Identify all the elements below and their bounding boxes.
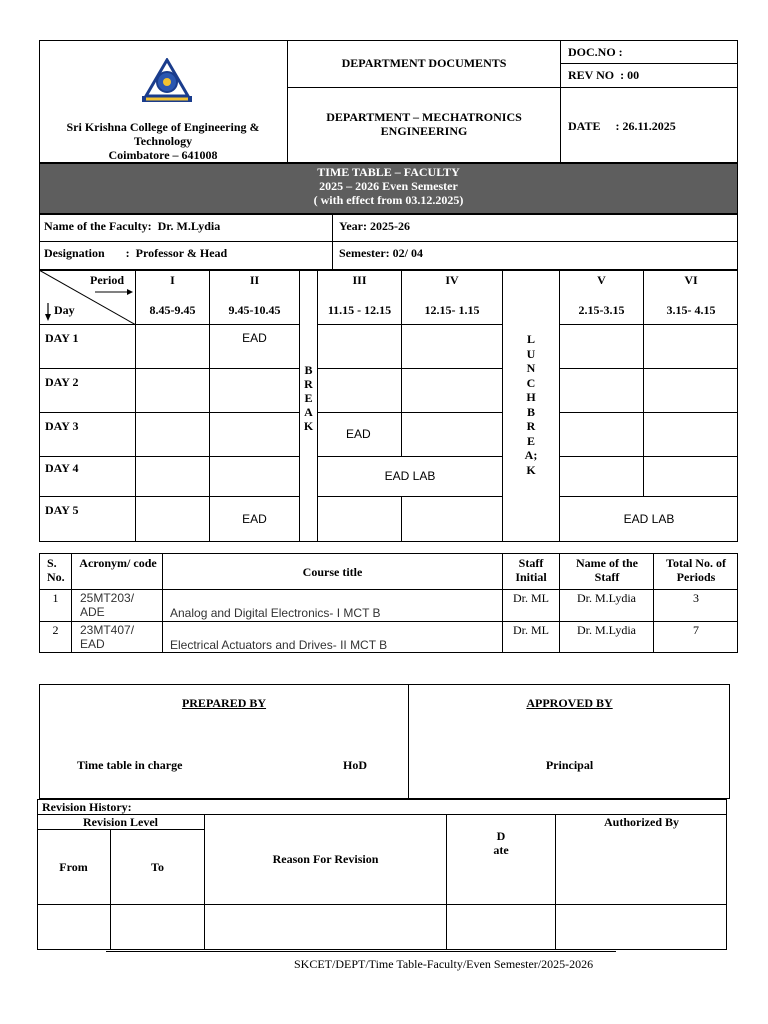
period-5-time: 2.15-3.15 xyxy=(578,303,625,317)
revision-reason: Reason For Revision xyxy=(272,852,379,866)
day-1-label: DAY 1 xyxy=(45,331,79,345)
period-4-num: IV xyxy=(445,273,459,287)
day-2-label: DAY 2 xyxy=(45,375,79,389)
row1-staff: Dr. M.Lydia xyxy=(577,591,636,605)
row1-periods: 3 xyxy=(693,591,699,605)
revision-authorized: Authorized By xyxy=(604,815,679,829)
period-1-time: 8.45-9.45 xyxy=(149,303,196,317)
cell-day5-lab: EAD LAB xyxy=(623,512,675,526)
period-label: Period xyxy=(90,273,124,287)
period-3-time: 11.15 - 12.15 xyxy=(327,303,392,317)
timetable-banner xyxy=(39,163,738,214)
day-5-label: DAY 5 xyxy=(45,503,79,517)
rev-no: REV NO : 00 xyxy=(568,68,640,82)
lunch-break-column: L U N C H B R E A; K xyxy=(524,332,538,477)
period-5-num: V xyxy=(597,273,606,287)
revision-date: D ate xyxy=(493,829,509,857)
col-total-periods: Total No. of Periods xyxy=(666,556,726,584)
break-column: B R E A K xyxy=(303,363,314,433)
period-2-time: 9.45-10.45 xyxy=(228,303,281,317)
col-staff-initial: Staff Initial xyxy=(515,556,547,584)
timetable-incharge: Time table in charge xyxy=(77,758,183,772)
college-name: Sri Krishna College of Engineering & xyxy=(66,120,260,134)
doc-date: DATE : 26.11.2025 xyxy=(568,119,676,133)
faculty-designation: Designation : Professor & Head xyxy=(44,246,228,260)
banner-title: TIME TABLE – FACULTY xyxy=(317,165,460,179)
day-label: Day xyxy=(54,303,75,317)
revision-to: To xyxy=(151,860,164,874)
period-2-num: II xyxy=(249,273,260,287)
period-4-time: 12.15- 1.15 xyxy=(424,303,480,317)
row2-periods: 7 xyxy=(693,623,699,637)
revision-from: From xyxy=(59,860,88,874)
row2-sno: 2 xyxy=(52,623,59,637)
faculty-name: Name of the Faculty: Dr. M.Lydia xyxy=(44,219,221,233)
period-1-num: I xyxy=(170,273,175,287)
college-name-2: Technology xyxy=(133,134,193,148)
faculty-semester: Semester: 02/ 04 xyxy=(339,246,423,260)
row1-sno: 1 xyxy=(52,591,59,605)
col-staff-name: Name of the Staff xyxy=(576,556,638,584)
cell-day1-period2: EAD xyxy=(242,331,267,345)
day-3-label: DAY 3 xyxy=(45,419,79,433)
row1-title: Analog and Digital Electronics- I MCT B xyxy=(170,606,381,620)
revision-title: Revision History: xyxy=(42,800,132,814)
cell-day5-period2: EAD xyxy=(242,512,267,526)
period-6-time: 3.15- 4.15 xyxy=(666,303,716,317)
principal-label: Principal xyxy=(545,758,594,772)
banner-semester: 2025 – 2026 Even Semester xyxy=(319,179,458,193)
row2-title: Electrical Actuators and Drives- II MCT B xyxy=(170,638,388,652)
row2-staff: Dr. M.Lydia xyxy=(577,623,636,637)
prepared-by: PREPARED BY xyxy=(181,696,267,710)
college-logo xyxy=(136,58,198,106)
row2-code: 23MT407/ EAD xyxy=(80,623,135,651)
dept-documents: DEPARTMENT DOCUMENTS xyxy=(341,56,507,70)
faculty-year: Year: 2025-26 xyxy=(339,219,410,233)
row2-initial: Dr. ML xyxy=(513,623,549,637)
footer-doc-id: SKCET/DEPT/Time Table-Faculty/Even Semester/2025-2026 xyxy=(294,957,594,971)
cell-day3-period3: EAD xyxy=(346,427,371,441)
col-sno: S. No. xyxy=(47,556,65,584)
hod-label: HoD xyxy=(343,758,367,772)
row1-initial: Dr. ML xyxy=(513,591,549,605)
dept-name-2: ENGINEERING xyxy=(380,124,468,138)
cell-day4-lab: EAD LAB xyxy=(384,469,436,483)
col-acronym: Acronym/ code xyxy=(79,556,157,570)
doc-no: DOC.NO : xyxy=(568,45,623,59)
approved-by: APPROVED BY xyxy=(526,696,613,710)
dept-name: DEPARTMENT – MECHATRONICS xyxy=(326,110,522,124)
college-address: Coimbatore – 641008 xyxy=(108,148,218,162)
revision-level: Revision Level xyxy=(83,815,158,829)
row1-code: 25MT203/ ADE xyxy=(80,591,135,619)
period-3-num: III xyxy=(352,273,367,287)
period-6-num: VI xyxy=(684,273,698,287)
day-4-label: DAY 4 xyxy=(45,461,79,475)
banner-effective: ( with effect from 03.12.2025) xyxy=(313,193,464,207)
col-course-title: Course title xyxy=(302,565,363,579)
